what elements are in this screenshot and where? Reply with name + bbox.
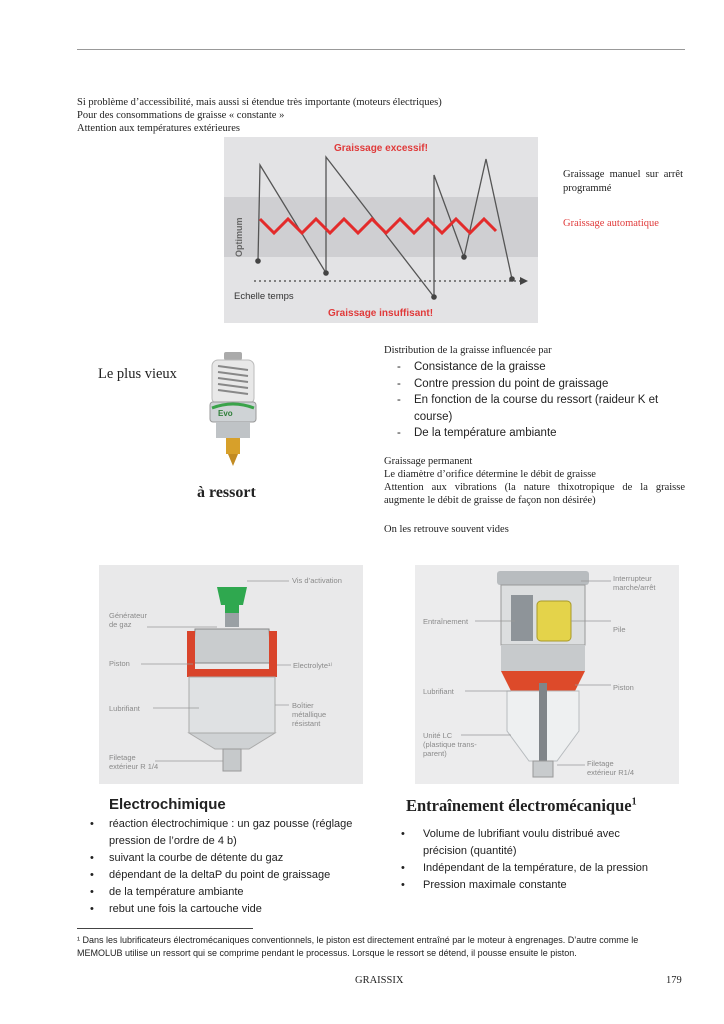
lc-unit-label: Unité LC (plastique trans- parent) xyxy=(423,731,477,758)
permanent-lubrication-text xyxy=(384,455,685,507)
list-item: - De la température ambiante xyxy=(397,427,557,439)
intro-line: Attention aux températures extérieures xyxy=(77,123,240,134)
list-item-text: En fonction de la course du ressort (raideur K et course) xyxy=(414,394,659,423)
piston-label: Piston xyxy=(109,659,130,668)
lubrication-diagram-svg xyxy=(224,137,538,323)
battery-label: Pile xyxy=(613,625,626,634)
manual-lubrication-points xyxy=(255,254,515,300)
page-number: 179 xyxy=(666,975,682,986)
electrochemical-title: Electrochimique xyxy=(109,796,226,813)
electromechanical-title-text: Entraînement électromécanique xyxy=(406,796,632,815)
intro-text xyxy=(77,96,442,135)
footer-title: GRAISSIX xyxy=(355,975,404,986)
activation-screw-label: Vis d’activation xyxy=(292,576,342,585)
distribution-heading: Distribution de la graisse influencée par xyxy=(384,345,552,356)
list-item-text: Consistance de la graisse xyxy=(414,361,546,373)
piston-label: Piston xyxy=(613,683,634,692)
list-item: • dépendant de la deltaP du point de graissage xyxy=(87,867,387,884)
excess-label: Graissage excessif! xyxy=(334,143,428,154)
footnote-reference: 1 xyxy=(631,796,637,808)
header-rule xyxy=(77,49,685,50)
list-item: - Consistance de la graisse xyxy=(397,361,546,373)
footnote-rule xyxy=(77,928,253,929)
lubricant-label: Lubrifiant xyxy=(109,704,140,713)
empty-note: On les retrouve souvent vides xyxy=(384,524,509,535)
insufficient-label: Graissage insuffisant! xyxy=(328,308,434,319)
drive-label: Entraînement xyxy=(423,617,469,626)
electrochemical-lubricator-svg xyxy=(99,565,363,784)
permanent-heading: Graissage permanent xyxy=(384,456,473,467)
time-label: Echelle temps xyxy=(234,291,294,302)
list-item: • suivant la courbe de détente du gaz xyxy=(87,850,387,867)
list-item: • rebut une fois la cartouche vide xyxy=(87,901,387,918)
list-item: - En fonction de la course du ressort (raideur K et course) xyxy=(397,394,659,423)
lubricant-label: Lubrifiant xyxy=(423,687,454,696)
list-item-text: Contre pression du point de graissage xyxy=(414,377,609,390)
electromechanical-lubricator-image xyxy=(415,565,679,784)
manual-lubrication-note: Graissage manuel sur arrêt programmé xyxy=(563,169,683,194)
list-item: • Pression maximale constante xyxy=(398,877,660,894)
list-item: • Volume de lubrifiant voulu distribué avec précision (quantité) xyxy=(398,826,660,860)
list-item: • de la température ambiante xyxy=(87,884,387,901)
spring-title: à ressort xyxy=(197,484,256,501)
gas-generator-label: Générateur de gaz xyxy=(109,611,147,629)
electromechanical-title xyxy=(406,796,637,816)
vibrations-text: Attention aux vibrations (la nature thixotropique de la graisse augmente le débit de graisse de façon non désirée) xyxy=(384,482,685,506)
electrolyte-label: Electrolyte¹⁾ xyxy=(293,661,333,670)
orifice-text: Le diamètre d’orifice détermine le débit de graisse xyxy=(384,469,596,480)
spring-lubricator-svg xyxy=(198,350,268,470)
oldest-label: Le plus vieux xyxy=(98,366,177,382)
electromechanical-bullets xyxy=(398,826,660,894)
device-brand-label: Evo xyxy=(218,409,233,418)
automatic-lubrication-note: Graissage automatique xyxy=(563,218,659,229)
on-off-switch-label: Interrupteur marche/arrêt xyxy=(613,574,656,592)
footnote-text: Dans les lubrificateurs électromécaniques conventionnels, le piston est directement entraîné par le moteur à engrenages. D’autre comme le MEMOLUB utilise un ressort qui se comprime pendant le processus. Lorsque le ressort se détend, il pousse ensuite le piston. xyxy=(77,935,639,958)
thread-label: Filetage extérieur R1/4 xyxy=(587,759,635,777)
lubrication-diagram xyxy=(224,137,538,323)
intro-line: Si problème d’accessibilité, mais aussi si étendue très importante (moteurs électriques) xyxy=(77,97,442,108)
list-item: • Indépendant de la température, de la pression xyxy=(398,860,660,877)
electrochemical-lubricator-image xyxy=(99,565,363,784)
time-axis-arrow xyxy=(520,277,528,285)
thread-label: Filetage extérieur R 1/4 xyxy=(109,753,159,771)
intro-line: Pour des consommations de graisse « constante » xyxy=(77,110,285,121)
footnote xyxy=(77,934,685,959)
list-item: - Contre pression du point de graissage xyxy=(397,377,609,390)
metal-housing-label: Boîtier métallique résistant xyxy=(292,701,327,728)
spring-lubricator-image xyxy=(198,350,268,470)
list-item: • réaction électrochimique : un gaz pousse (réglage pression de l’ordre de 4 b) xyxy=(87,816,387,850)
list-item-text: De la température ambiante xyxy=(414,427,557,439)
footnote-mark: ¹ xyxy=(77,935,80,945)
optimum-label: Optimum xyxy=(234,217,244,257)
distribution-list xyxy=(384,359,684,442)
electrochemical-bullets xyxy=(87,816,387,918)
